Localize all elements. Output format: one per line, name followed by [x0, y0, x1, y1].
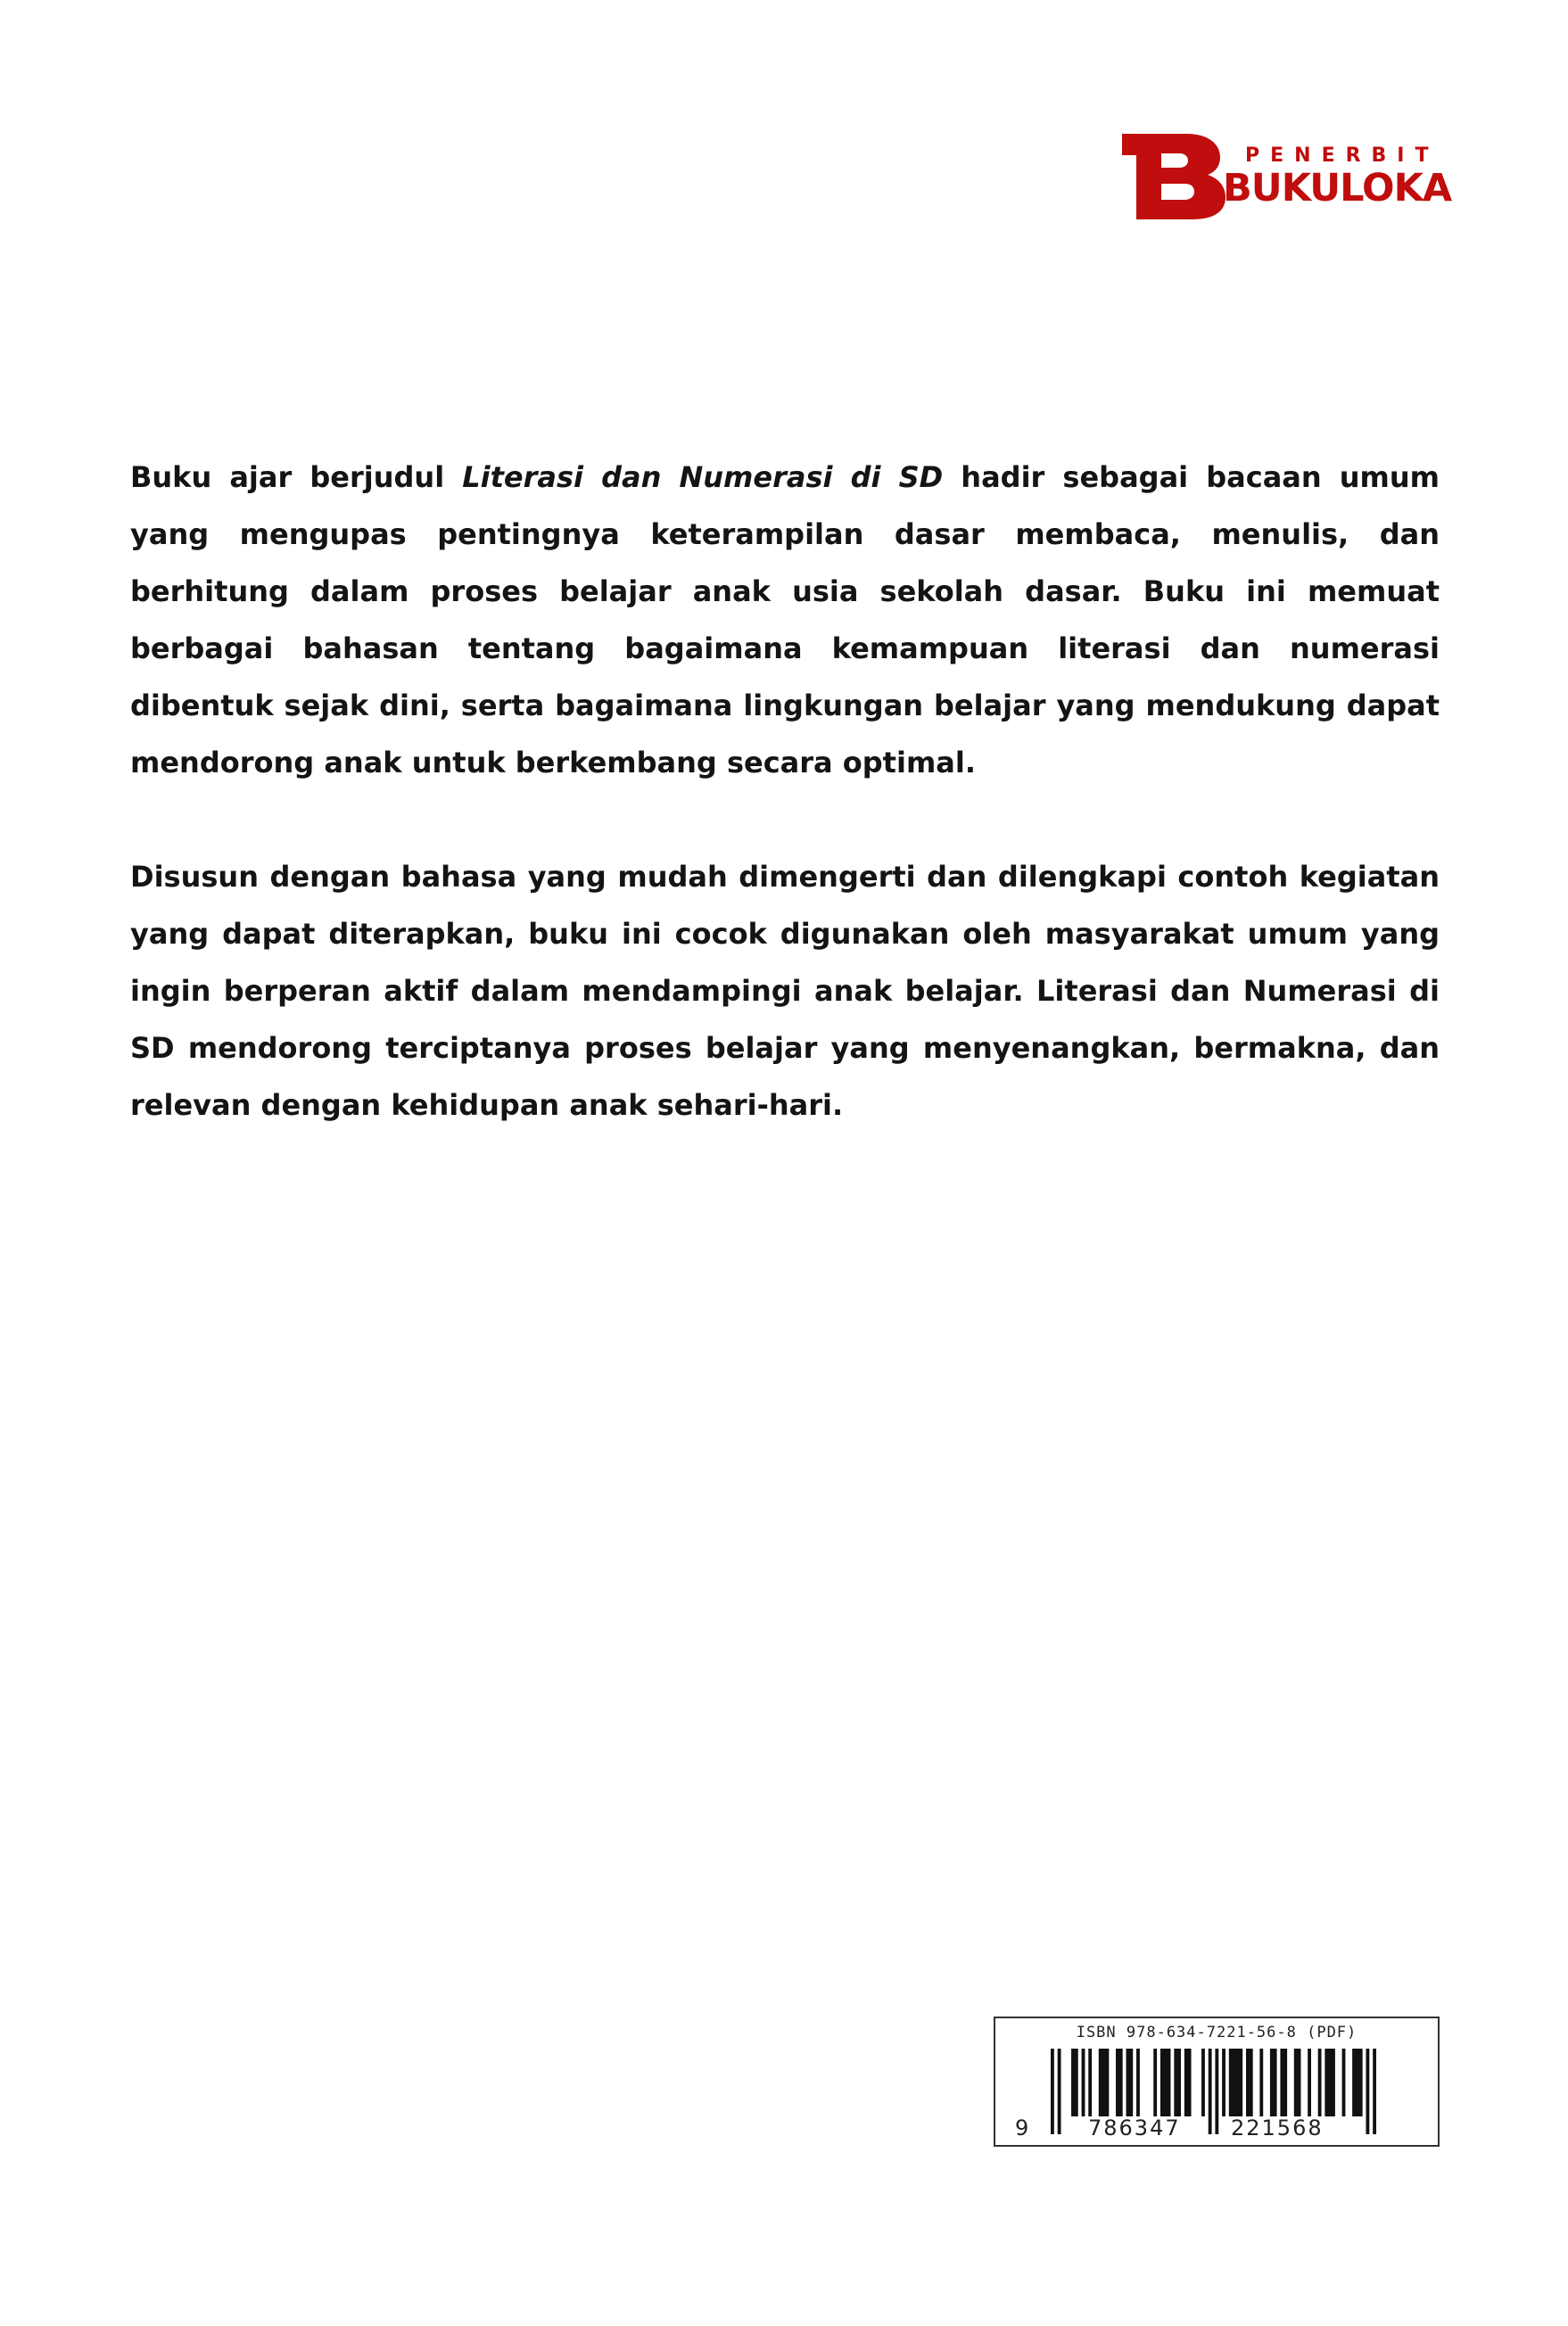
book-blurb	[130, 449, 1440, 1191]
barcode-bar	[1201, 2049, 1205, 2116]
barcode-bar	[1160, 2049, 1171, 2116]
barcode-bar	[1318, 2049, 1322, 2116]
barcode-bar	[1280, 2049, 1287, 2116]
barcode-bar	[1342, 2049, 1346, 2116]
barcode-bar	[1308, 2049, 1311, 2116]
barcode-bar	[1174, 2049, 1181, 2116]
logo-b-icon	[1122, 134, 1226, 219]
barcode-bar	[1126, 2049, 1134, 2116]
blurb-lead: Buku ajar berjudul	[130, 460, 463, 494]
barcode-bar	[1116, 2049, 1123, 2116]
barcode-bar	[1058, 2049, 1061, 2134]
publisher-name: BUKULOKA	[1223, 166, 1452, 210]
book-title: Literasi dan Numerasi di SD	[462, 460, 944, 494]
barcode-bar	[1373, 2049, 1376, 2134]
barcode-digits-right: 221568	[1231, 2116, 1324, 2140]
barcode-bar	[1352, 2049, 1363, 2116]
barcode-bar	[1071, 2049, 1078, 2116]
barcode-bar	[1215, 2049, 1218, 2134]
barcode-bar	[1294, 2049, 1301, 2116]
barcode-bar	[1229, 2049, 1242, 2116]
isbn-barcode-box	[994, 2017, 1440, 2147]
barcode-bar	[1209, 2049, 1212, 2134]
barcode-bar	[1246, 2049, 1253, 2116]
blurb-paragraph-2: Disusun dengan bahasa yang mudah dimengerti dan dilengkapi contoh kegiatan yang dapat diterapkan, buku ini cocok digunakan oleh masyarakat umum yang ingin berperan aktif dalam mendampingi anak belajar. Literasi dan Numerasi di SD mendorong terciptanya proses belajar yang menyenangkan, bermakna, dan relevan dengan kehidupan anak sehari-hari.	[130, 860, 1440, 1122]
barcode-bar	[1153, 2049, 1157, 2116]
blurb-rest: hadir sebagai bacaan umum yang mengupas pentingnya keterampilan dasar membaca, menulis, dan berhitung dalam proses belajar anak usia sekolah dasar. Buku ini memuat berbagai bahasan tentang bagaimana kemampuan literasi dan numerasi dibentuk sejak dini, serta bagaimana lingkungan belajar yang mendukung dapat mendorong anak untuk berkembang secara optimal.	[130, 460, 1440, 779]
barcode-digit-first: 9	[1015, 2116, 1029, 2140]
barcode-bar	[1325, 2049, 1335, 2116]
barcode-digits-left: 786347	[1088, 2116, 1181, 2140]
barcode-bar	[1184, 2049, 1192, 2116]
barcode-bar	[1259, 2049, 1263, 2116]
barcode-bar	[1099, 2049, 1110, 2116]
barcode-bar	[1082, 2049, 1085, 2116]
blurb-paragraph-1	[130, 449, 1440, 791]
isbn-label: ISBN 978-634-7221-56-8 (PDF)	[1076, 2024, 1358, 2041]
barcode-bar	[1088, 2049, 1092, 2116]
publisher-logo	[1122, 134, 1452, 219]
barcode-bar	[1136, 2049, 1140, 2116]
barcode-bar	[1222, 2049, 1226, 2116]
publisher-subtitle: PENERBIT	[1245, 144, 1440, 167]
barcode-bar	[1270, 2049, 1277, 2116]
barcode-bar	[1051, 2049, 1054, 2134]
barcode-bar	[1366, 2049, 1369, 2134]
